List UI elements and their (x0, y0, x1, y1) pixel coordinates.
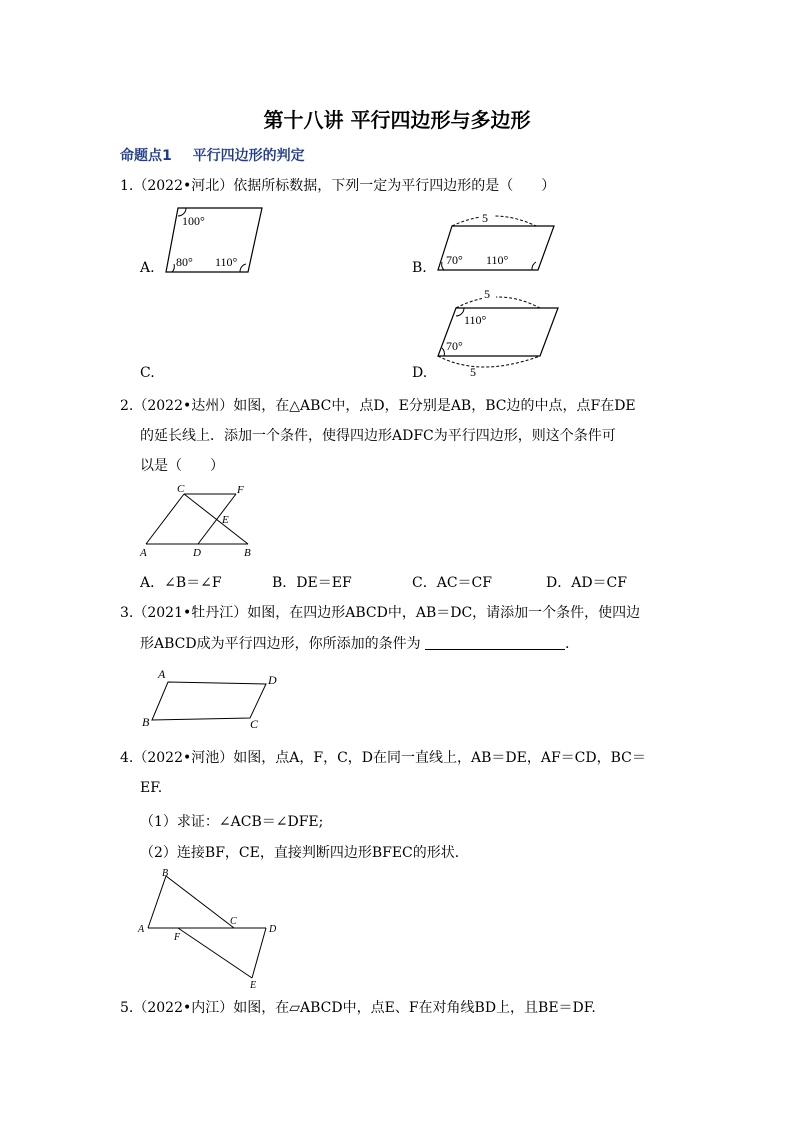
q1-figure-a (160, 200, 270, 280)
q3-label-d: D (268, 673, 277, 687)
q2-label-f: F (237, 484, 244, 496)
q4-part1: （1）求证：∠ACB＝∠DFE; (140, 814, 324, 830)
q3-label-c: C (250, 717, 259, 731)
q4-label-e: E (250, 980, 257, 990)
q3-figure (138, 664, 288, 734)
q3-answer-blank[interactable] (425, 635, 565, 650)
q4-part2: （2）连接BF，CE，直接判断四边形BFEC的形状． (140, 845, 469, 861)
q3-line1: 3.（2021•牡丹江）如图，在四边形ABCD中，AB＝DC，请添加一个条件，使四边 (120, 605, 641, 621)
section-heading (120, 145, 321, 165)
q4-figure (132, 866, 292, 990)
q1-stem: 1.（2022•河北）依据所标数据，下列一定为平行四边形的是（ ） (120, 178, 556, 194)
q4-label-c: C (230, 916, 237, 927)
q1b-angle-70: 70° (446, 253, 463, 267)
section-label: 命题点1 (120, 148, 172, 164)
q2-label-c: C (177, 483, 185, 495)
q1-option-c-label[interactable]: C. (140, 365, 155, 381)
q4-label-d: D (269, 924, 277, 935)
q1a-angle-110: 110° (215, 255, 238, 269)
q2-line2: 的延长线上．添加一个条件，使得四边形ADFC为平行四边形，则这个条件可 (140, 428, 616, 444)
q1-option-b-label[interactable]: B. (412, 260, 427, 276)
q1a-angle-80: 80° (176, 255, 193, 269)
q4-label-a: A (138, 924, 145, 935)
q1-figure-b (430, 206, 565, 278)
q4-line1: 4.（2022•河池）如图，点A，F，C，D在同一直线上，AB＝DE，AF＝CD，BC＝ (120, 750, 646, 766)
q1-figure-d (430, 286, 565, 378)
q3-line2 (140, 634, 570, 654)
q2-option-b[interactable]: B．DE＝EF (272, 575, 352, 591)
q1b-angle-110: 110° (486, 253, 509, 267)
q3-line2-end: . (565, 636, 570, 652)
q1b-side-5: 5 (482, 211, 488, 225)
q2-option-d[interactable]: D．AD＝CF (546, 575, 627, 591)
q2-label-d: D (193, 547, 201, 559)
q1d-side-bottom: 5 (470, 365, 476, 378)
q2-figure (132, 482, 262, 562)
section-name: 平行四边形的判定 (192, 148, 305, 164)
q1-option-a-label[interactable]: A. (140, 260, 155, 276)
q5-line1: 5.（2022•内江）如图，在▱ABCD中，点E、F在对角线BD上，且BE＝DF. (120, 1000, 596, 1016)
q3-label-b: B (142, 715, 150, 729)
q3-label-a: A (158, 667, 166, 681)
q2-option-a[interactable]: A．∠B＝∠F (140, 575, 222, 591)
q3-line2-text: 形ABCD成为平行四边形，你所添加的条件为 (140, 636, 421, 652)
q1d-side-top: 5 (484, 287, 490, 301)
q1d-angle-70: 70° (446, 339, 463, 353)
q1d-angle-110: 110° (464, 313, 487, 327)
q4-line2: EF. (140, 780, 163, 796)
q2-line1: 2.（2022•达州）如图，在△ABC中，点D，E分别是AB，BC边的中点，点F在DE (120, 398, 636, 414)
q2-label-a: A (140, 547, 147, 559)
q2-line3: 以是（ ） (140, 458, 224, 474)
q2-label-b: B (244, 547, 251, 559)
q2-option-c[interactable]: C．AC＝CF (412, 575, 492, 591)
q4-label-b: B (162, 868, 169, 879)
q1-option-d-label[interactable]: D. (412, 365, 428, 381)
page-title: 第十八讲 平行四边形与多边形 (263, 108, 531, 132)
q4-label-f: F (174, 932, 181, 943)
q1a-angle-100: 100° (182, 214, 205, 228)
q2-label-e: E (222, 514, 229, 526)
